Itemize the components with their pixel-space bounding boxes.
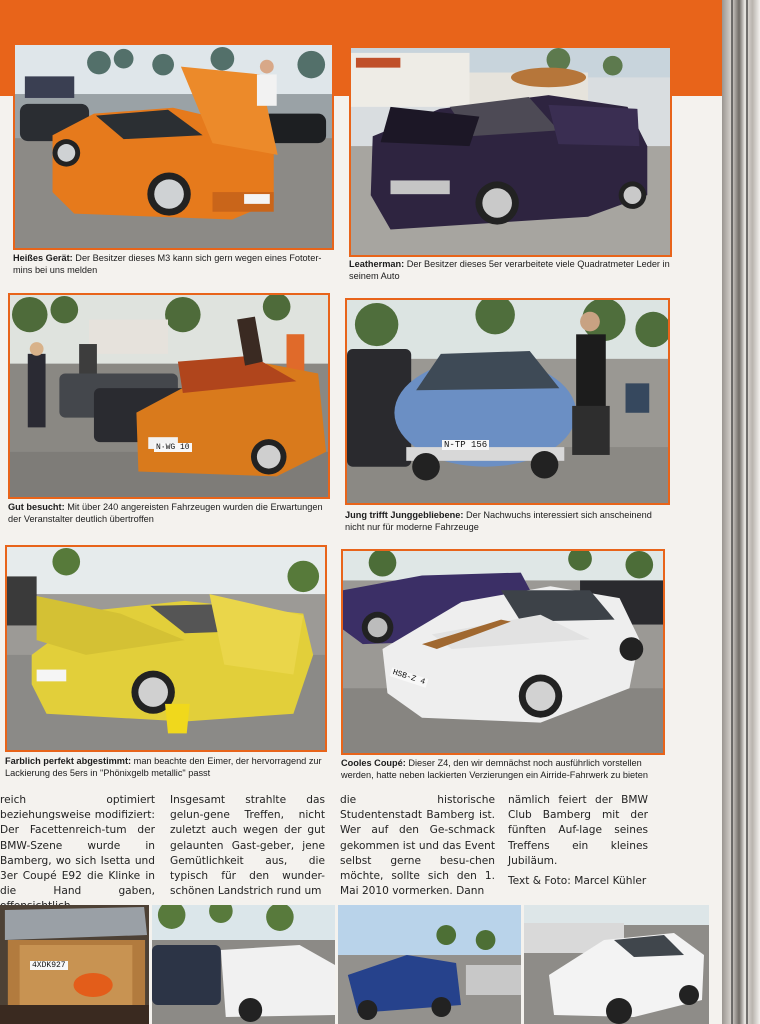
page-spine: [722, 0, 760, 1024]
article-column-1: reich optimiert beziehungsweise modifiziert: Der Facettenreich-tum der BMW-Szene wurde in Bamberg, wo sich Isetta und 3er Coupé E92 die Klinke in die Hand gaben,: [0, 794, 155, 898]
photo-z4-coupe: [341, 549, 665, 755]
article-column-3: die historische Studentenstadt Bamberg ist. Wer auf den Ge-schmack gekommen ist und das Event selbst gerne besu-chen möchte, sollte sich den 1. Mai 2010 vormerken. Dann: [340, 794, 495, 898]
photo-yellow-5er: [5, 545, 327, 752]
photo-credit: Text & Foto: Marcel Kühler: [508, 875, 647, 887]
strip-photo-trunk: [0, 905, 152, 1024]
article-column-4: nämlich feiert der BMW Club Bamberg mit der fünften Auf-lage seines Treffens ein kleines Jubiläum.: [508, 794, 648, 867]
caption-purple-5er: Leatherman: Der Besitzer dieses 5er verarbeitete viele Quadratmeter Leder in seinem Auto: [349, 259, 670, 281]
caption-z4-coupe: Cooles Coupé: Dieser Z4, den wir demnächst noch ausführlich vorstellen werden, hatte neben lackierten Verzierungen ein Airride-Fahrwerk zu bieten: [341, 758, 648, 780]
caption-isetta: Jung trifft Junggebliebene: Der Nachwuchs interessiert sich anscheinend nicht nur für moderne Fahrzeuge: [345, 510, 652, 532]
strip-photo-cars: [152, 905, 338, 1024]
photo-isetta: [345, 298, 670, 505]
strip-photo-white-m3: [524, 905, 709, 1024]
caption-yellow-5er: Farblich perfekt abgestimmt: man beachte den Eimer, der hervorragend zur Lackierung des 5ers in "Phönixgelb metallic" passt: [5, 756, 322, 778]
plate-trunk: 4XDK927: [32, 961, 66, 970]
plate-z4: HSB-Z 4: [391, 668, 427, 687]
caption-orange-m3: Heißes Gerät: Der Besitzer dieses M3 kann sich gern wegen eines Fototer-mins bei uns melden: [13, 253, 322, 275]
photo-crowd: [8, 293, 330, 499]
plate-isetta: N-TP 156: [444, 440, 488, 450]
caption-crowd: Gut besucht: Mit über 240 angereisten Fahrzeugen wurden die Erwartungen der Veranstalter deutlich übertroffen: [8, 502, 323, 524]
article-column-2: Insgesamt strahlte das gelun-gene Treffen, nicht zuletzt auch wegen der gut gelaunten Gast-geber, jene Gemütlichkeit aus, die typisch für den wunder-schönen Landstrich rund um: [170, 794, 325, 898]
plate-crowd: N·WG 10: [156, 443, 190, 452]
photo-orange-m3: [13, 43, 334, 250]
strip-photo-blue-car: [338, 905, 524, 1024]
photo-purple-5er: [349, 46, 672, 257]
